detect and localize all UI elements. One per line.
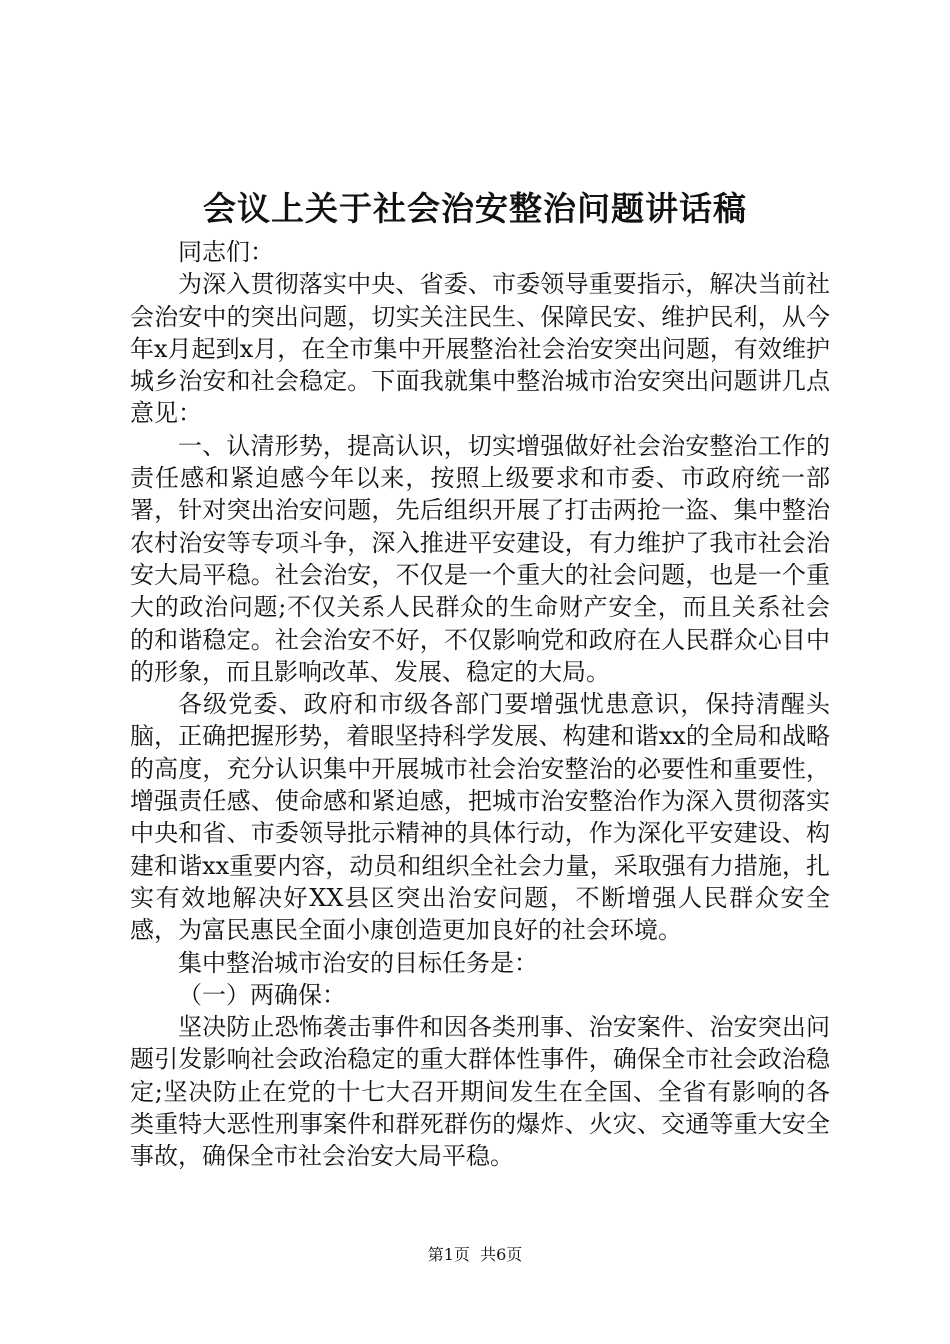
page-number: 第1页 共6页 xyxy=(427,1245,523,1264)
paragraph-subheading-two-ensures: （一）两确保： xyxy=(178,980,346,1009)
paragraph-two-ensures-detail: 坚决防止恐怖袭击事件和因各类刑事、治安案件、治安突出问题引发影响社会政治稳定的重大群体性事件，确保全市社会政治稳定;坚决防止在党的十七大召开期间发生在全国、全省有影响的各类重特大恶性刑事案件和群死群伤的爆炸、火灾、交通等重大安全事故，确保全市社会治安大局平稳。 xyxy=(130,1013,830,1171)
document-title: 会议上关于社会治安整治问题讲话稿 xyxy=(203,189,747,228)
paragraph-section-one: 一、认清形势，提高认识，切实增强做好社会治安整治工作的责任感和紧迫感今年以来，按照上级要求和市委、市政府统一部署，针对突出治安问题，先后组织开展了打击两抢一盗、集中整治农村治安等专项斗争，深入推进平安建设，有力维护了我市社会治安大局平稳。社会治安，不仅是一个重大的社会问题，也是一个重大的政治问题;不仅关系人民群众的生命财产安全，而且关系社会的和谐稳定。社会治安不好，不仅影响党和政府在人民群众心目中的形象，而且影响改革、发展、稳定的大局。 xyxy=(130,431,830,686)
paragraph-goals-heading: 集中整治城市治安的目标任务是： xyxy=(178,948,538,977)
paragraph-greeting: 同志们： xyxy=(178,238,274,266)
paragraph-intro: 为深入贯彻落实中央、省委、市委领导重要指示，解决当前社会治安中的突出问题，切实关注民生、保障民安、维护民利，从今年x月起到x月，在全市集中开展整治社会治安突出问题，有效维护城乡治安和社会稳定。下面我就集中整治城市治安突出问题讲几点意见： xyxy=(130,270,830,428)
page-footer xyxy=(0,1243,950,1267)
document-body xyxy=(130,236,830,1173)
paragraph-party-committees: 各级党委、政府和市级各部门要增强忧患意识，保持清醒头脑，正确把握形势，着眼坚持科学发展、构建和谐xx的全局和战略的高度，充分认识集中开展城市社会治安整治的必要性和重要性，增强责任感、使命感和紧迫感，把城市治安整治作为深入贯彻落实中央和省、市委领导批示精神的具体行动，作为深化平安建设、构建和谐xx重要内容，动员和组织全社会力量，采取强有力措施，扎实有效地解决好XX县区突出治安问题，不断增强人民群众安全感，为富民惠民全面小康创造更加良好的社会环境。 xyxy=(130,690,830,945)
